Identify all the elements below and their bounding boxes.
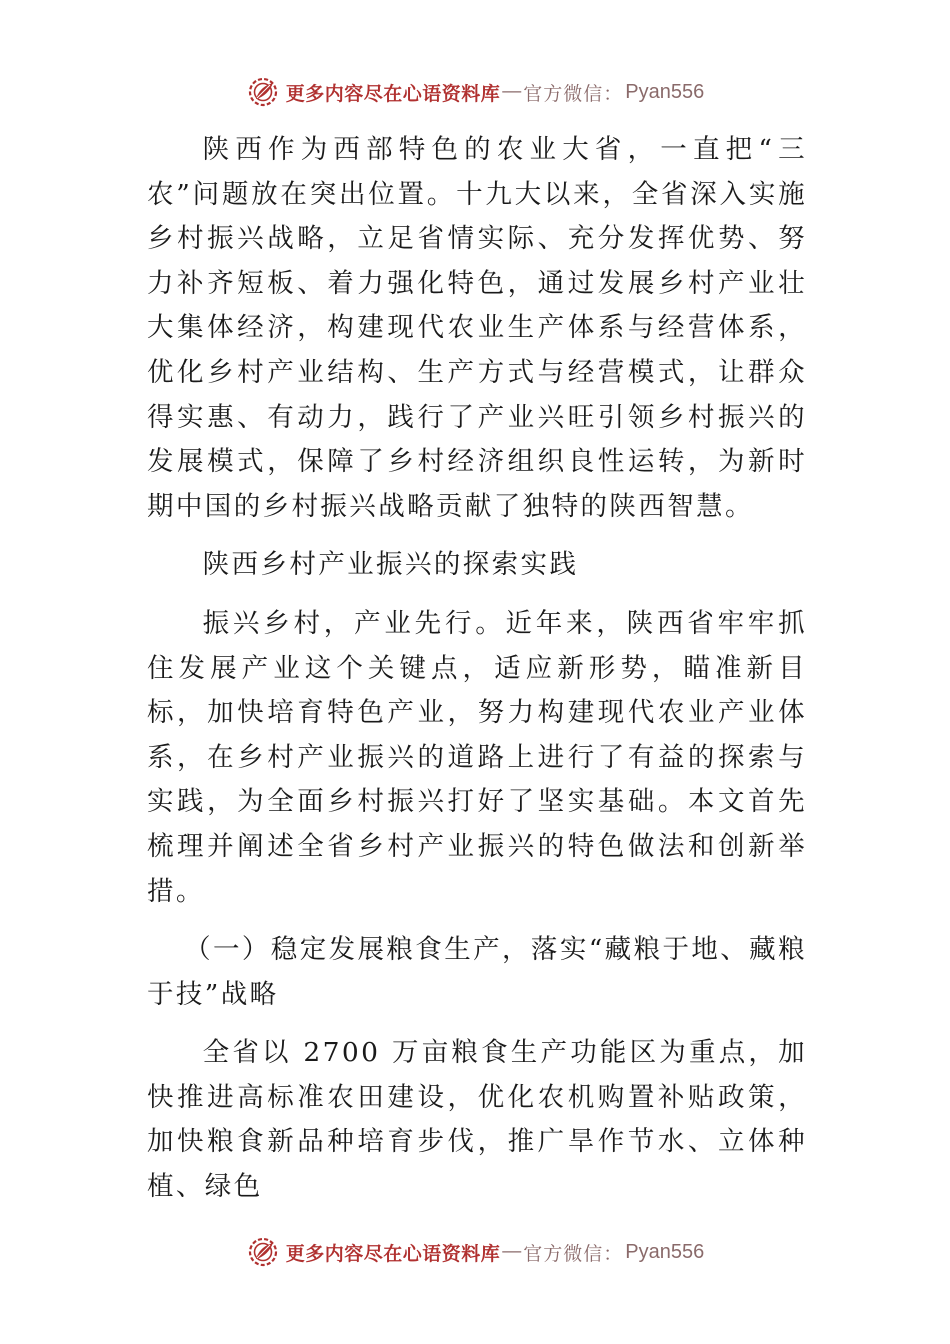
footer-brand-text: 更多内容尽在心语资料库 <box>285 1242 501 1265</box>
footer-banner <box>0 1232 950 1272</box>
footer-wechat-id: Pyan556 <box>625 1240 705 1263</box>
footer-separator: — <box>502 1241 522 1262</box>
header-wechat-id: Pyan556 <box>625 80 705 103</box>
paragraph-grain: 全省以 2700 万亩粮食生产功能区为重点，加快推进高标准农田建设，优化农机购置补贴政策，加快粮食新品种培育步伐，推广旱作节水、立体种植、绿色 <box>147 1037 807 1203</box>
header-separator: — <box>502 81 522 102</box>
header-wechat-label: 官方微信： <box>523 82 624 105</box>
header-banner <box>0 72 950 112</box>
document-body <box>147 128 807 1210</box>
header-brand-text: 更多内容尽在心语资料库 <box>285 82 501 105</box>
footer-wechat-label: 官方微信： <box>523 1242 624 1265</box>
gear-leaf-logo-icon <box>246 1235 280 1269</box>
section-title: 陕西乡村产业振兴的探索实践 <box>202 549 579 581</box>
gear-leaf-logo-icon <box>246 75 280 109</box>
subheading-grain: （一）稳定发展粮食生产，落实“藏粮于地、藏粮于技”战略 <box>147 934 807 1010</box>
paragraph-industry: 振兴乡村，产业先行。近年来，陕西省牢牢抓住发展产业这个关键点，适应新形势，瞄准新目标，加快培育特色产业，努力构建现代农业产业体系，在乡村产业振兴的道路上进行了有益的探索与实践，为全面乡村振兴打好了坚实基础。本文首先梳理并阐述全省乡村产业振兴的特色做法和创新举措。 <box>147 607 807 907</box>
paragraph-intro: 陕西作为西部特色的农业大省，一直把“三农”问题放在突出位置。十九大以来，全省深入实施乡村振兴战略，立足省情实际、充分发挥优势、努力补齐短板、着力强化特色，通过发展乡村产业壮大集体经济，构建现代农业生产体系与经营体系，优化乡村产业结构、生产方式与经营模式，让群众得实惠、有动力，践行了产业兴旺引领乡村振兴的发展模式，保障了乡村经济组织良性运转，为新时期中国的乡村振兴战略贡献了独特的陕西智慧。 <box>147 134 807 522</box>
